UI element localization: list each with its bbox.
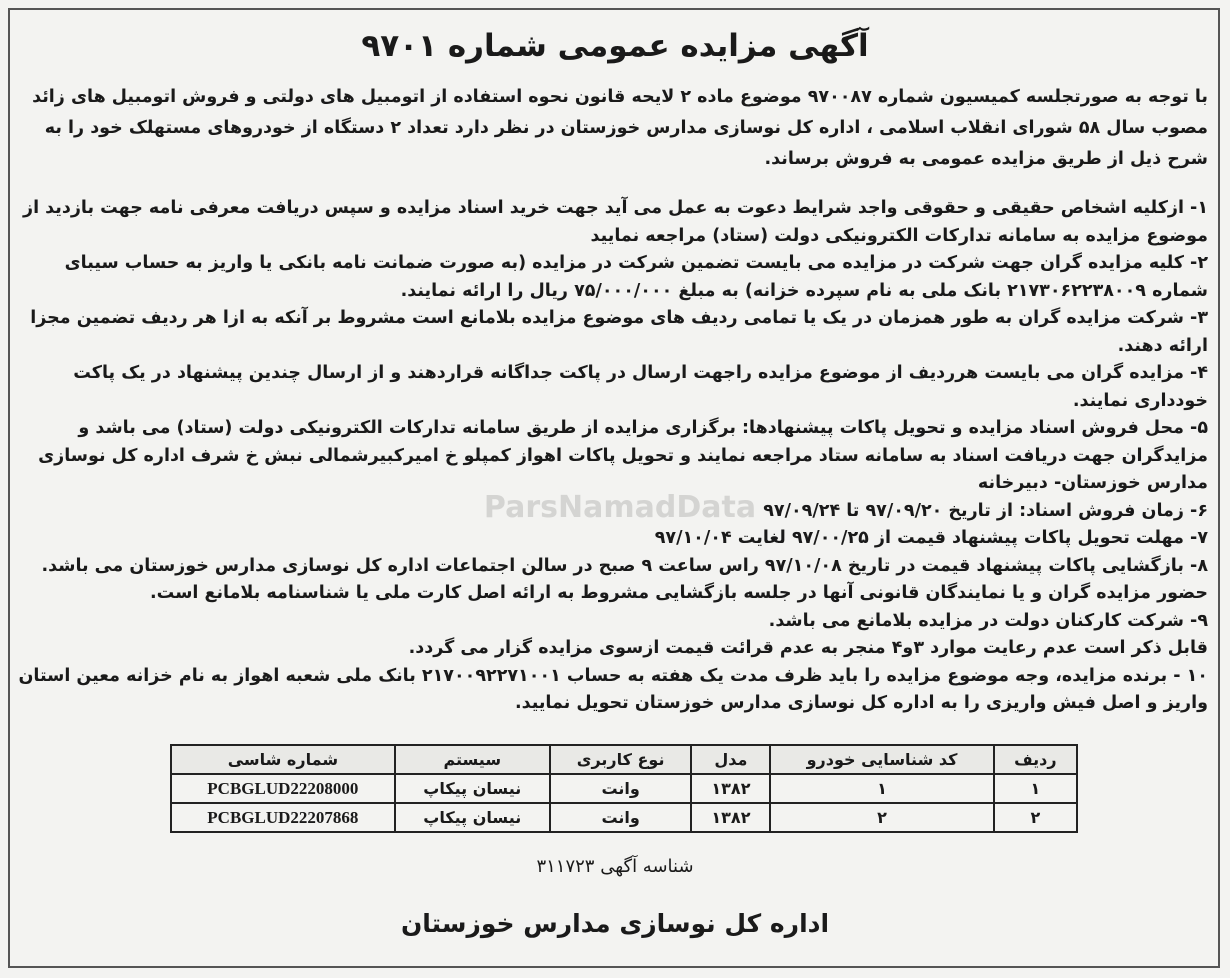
cell-usage-type: وانت <box>550 774 692 803</box>
cell-system: نیسان پیکاپ <box>395 803 550 832</box>
table-row <box>171 774 1077 803</box>
cell-model: ۱۳۸۲ <box>691 803 770 832</box>
auction-notice <box>18 14 1212 964</box>
cell-vehicle-id: ۱ <box>770 774 993 803</box>
clause-item: ۴- مزایده گران می بایست هرردیف از موضوع مزایده راجهت ارسال در پاکت جداگانه قراردهند و از ارسال چندین پیشنهاد در یک پاکت خودداری نمایند. <box>73 363 1208 411</box>
cell-chassis-number: PCBGLUD22207868 <box>171 803 395 832</box>
clause-item: ۹- شرکت کارکنان دولت در مزایده بلامانع می باشد. <box>768 610 1208 631</box>
cell-model: ۱۳۸۲ <box>691 774 770 803</box>
issuer-signature: اداره کل نوسازی مدارس خوزستان <box>400 909 830 938</box>
clause-item: ۶- زمان فروش اسناد: از تاریخ ۹۷/۰۹/۲۰ تا ۹۷/۰۹/۲۴ <box>763 500 1208 521</box>
intro-line: ، اداره کل نوسازی مدارس خوزستان در نظر دارد تعداد ۲ دستگاه از خودروهای مستهلک خود را به شرح ذیل از طریق مزایده عمومی به فروش برساند. <box>44 118 1208 169</box>
cell-chassis-number: PCBGLUD22208000 <box>171 774 395 803</box>
cell-system: نیسان پیکاپ <box>395 774 550 803</box>
watermark-text: ParsNamadData <box>483 490 757 525</box>
table-row <box>171 803 1077 832</box>
cell-usage-type: وانت <box>550 803 692 832</box>
header-vehicle-id: کد شناسایی خودرو <box>770 745 993 774</box>
header-chassis-number: شماره شاسی <box>171 745 395 774</box>
clause-item: ۳- شرکت مزایده گران به طور همزمان در یک یا تمامی ردیف های موضوع مزایده بلامانع است مشروط بر آنکه به ازا هر ردیف تضمین مجزا ارائه دهند. <box>30 308 1208 356</box>
header-usage-type: نوع کاربری <box>550 745 692 774</box>
intro-paragraph <box>18 82 1208 175</box>
cell-vehicle-id: ۲ <box>770 803 993 832</box>
clause-item: ۲- کلیه مزایده گران جهت شرکت در مزایده می بایست تضمین شرکت در مزایده (به صورت ضمانت نامه بانکی یا واریز به حساب سیبای شماره ۲۱۷۳۰۶۲۲۳۸۰۰۹ بانک ملی به نام سپرده خزانه) به مبلغ ۷۵/۰۰۰/۰۰۰ ریال را ارائه نمایند. <box>64 253 1208 301</box>
header-model: مدل <box>691 745 770 774</box>
cell-row-number: ۱ <box>994 774 1077 803</box>
table-header-row <box>171 745 1077 774</box>
intro-line: با توجه به صورتجلسه کمیسیون شماره ۹۷۰۰۸۷ موضوع ماده ۲ لایحه قانون نحوه استفاده از اتومبیل های دولتی و فروش اتومبیل های زائد مصوب سال ۵۸ شورای انقلاب اسلامی <box>32 87 1208 138</box>
vehicles-table-wrapper <box>170 744 1078 833</box>
clause-item: ۱- ازکلیه اشخاص حقیقی و حقوقی واجد شرایط دعوت به عمل می آید جهت خرید اسناد مزایده و سپس دریافت معرفی نامه جهت بازدید از موضوع مزایده به سامانه تدارکات الکترونیکی دولت (ستاد) مراجعه نمایید <box>23 198 1208 246</box>
clause-item: ۵- محل فروش اسناد مزایده و تحویل پاکات پیشنهادها: برگزاری مزایده از طریق سامانه تدارکات الکترونیکی دولت (ستاد) می باشد و مزایدگران جهت دریافت اسناد به سامانه ستاد مراجعه نمایند و تحویل پاکات اهواز کمپلو خ امیرکبیرشمالی نبش خ شرف اداره کل نوسازی مدارس خوزستان- دبیرخانه <box>38 418 1208 493</box>
clauses-list <box>18 195 1208 718</box>
vehicles-table <box>170 744 1078 833</box>
ad-identifier: شناسه آگهی ۳۱۱۷۲۳ <box>536 856 694 877</box>
header-system: سیستم <box>395 745 550 774</box>
notice-title: آگهی مزایده عمومی شماره ۹۷۰۱ <box>361 28 869 64</box>
clause-item: ۱۰ - برنده مزایده، وجه موضوع مزایده را باید ظرف مدت یک هفته به حساب ۲۱۷۰۰۹۲۲۷۱۰۰۱ بانک ملی شعبه اهواز به نام خزانه معین استان واریز و اصل فیش واریزی را به اداره کل نوسازی مدارس خوزستان تحویل نمایید. <box>18 665 1208 713</box>
cell-row-number: ۲ <box>994 803 1077 832</box>
clause-item: قابل ذکر است عدم رعایت موارد ۳و۴ منجر به عدم قرائت قیمت ازسوی مزایده گزار می گردد. <box>408 638 1208 658</box>
clause-item: ۸- بازگشایی پاکات پیشنهاد قیمت در تاریخ ۹۷/۱۰/۰۸ راس ساعت ۹ صبح در سالن اجتماعات اداره کل نوسازی مدارس خوزستان می باشد. حضور مزایده گران و یا نمایندگان قانونی آنها در جلسه بازگشایی مشروط به ارائه اصل کارت ملی یا شناسنامه بلامانع است. <box>41 555 1208 603</box>
header-row-number: ردیف <box>994 745 1077 774</box>
clause-item: ۷- مهلت تحویل پاکات پیشنهاد قیمت از ۹۷/۰۰/۲۵ لغایت ۹۷/۱۰/۰۴ <box>654 528 1208 548</box>
